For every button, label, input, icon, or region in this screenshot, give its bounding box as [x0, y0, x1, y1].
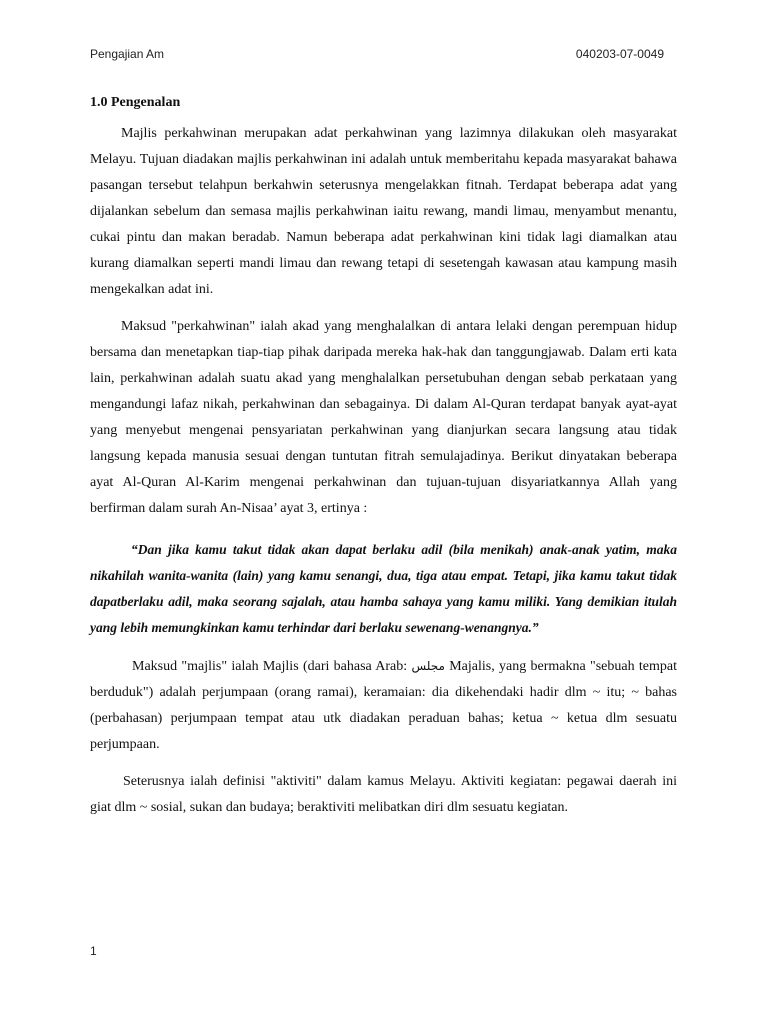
paragraph-perkahwinan: Maksud "perkahwinan" ialah akad yang menghalalkan di antara lelaki dengan perempuan hidup bersama dan menetapkan tiap-tiap pihak daripada mereka hak-hak dan tanggungjawab. Dalam erti kata lain, perkahwinan adalah suatu akad yang menghalalkan persetubuhan dengan sebab perkataan yang mengandungi lafaz nikah, perkahwinan dan sebagainya. Di dalam Al-Quran terdapat banyak ayat-ayat yang menyebut mengenai pensyariatan perkahwinan yang dianjurkan secara langsung atau tidak langsung kepada manusia sesuai dengan tuntutan fitrah semulajadinya. Berikut dinyatakan beberapa ayat Al-Quran Al-Karim mengenai perkahwinan dan tujuan-tujuan disyariatkannya Allah yang berfirman dalam surah An-Nisaa’ ayat 3, ertinya : — [90, 319, 677, 516]
paragraph-intro: Majlis perkahwinan merupakan adat perkahwinan yang lazimnya dilakukan oleh masyarakat Melayu. Tujuan diadakan majlis perkahwinan ini adalah untuk memberitahu kepada masyarakat bahawa pasangan tersebut telahpun berkahwin seterusnya mengelakkan fitnah. Terdapat beberapa adat yang dijalankan sebelum dan semasa majlis perkahwinan iaitu rewang, mandi limau, menyambut menantu, cukai pintu dan makan beradab. Namun beberapa adat perkahwinan kini tidak lagi diamalkan atau kurang diamalkan seperti mandi limau dan rewang tetapi di sesetengah kawasan atau kampung masih mengekalkan adat ini. — [90, 126, 677, 297]
majlis-text-after: Majalis, yang bermakna "sebuah tempat berduduk") adalah perjumpaan (orang ramai), keramaian: dia dikehendaki hadir dlm ~ itu; ~ bahas (perbahasan) perjumpaan tempat atau utk diadakan peraduan bahas; ketua ~ ketua dlm sesuatu perjumpaan. — [90, 659, 678, 752]
document-body — [90, 93, 677, 832]
arabic-word: مجلس — [411, 659, 445, 673]
header-student-id: 040203-07-0049 — [575, 47, 664, 61]
majlis-text-before: Maksud "majlis" ialah Majlis (dari bahasa Arab: — [132, 659, 412, 674]
section-heading: 1.0 Pengenalan — [90, 95, 181, 110]
page-number: 1 — [90, 944, 97, 958]
page-header — [90, 47, 664, 65]
header-course-title: Pengajian Am — [90, 47, 165, 61]
paragraph-majlis — [90, 653, 677, 758]
quran-quote: “Dan jika kamu takut tidak akan dapat berlaku adil (bila menikah) anak-anak yatim, maka nikahilah wanita-wanita (lain) yang kamu senangi, dua, tiga atau empat. Tetapi, jika kamu takut tidak dapatberlaku adil, maka seorang sajalah, atau hamba sahaya yang kamu miliki. Yang demikian itulah yang lebih memungkinkan kamu terhindar dari berlaku sewenang-wenangnya.” — [90, 542, 677, 635]
paragraph-aktiviti: Seterusnya ialah definisi "aktiviti" dalam kamus Melayu. Aktiviti kegiatan: pegawai daerah ini giat dlm ~ sosial, sukan dan budaya; beraktiviti melibatkan diri dlm sesuatu kegiatan. — [90, 774, 677, 815]
